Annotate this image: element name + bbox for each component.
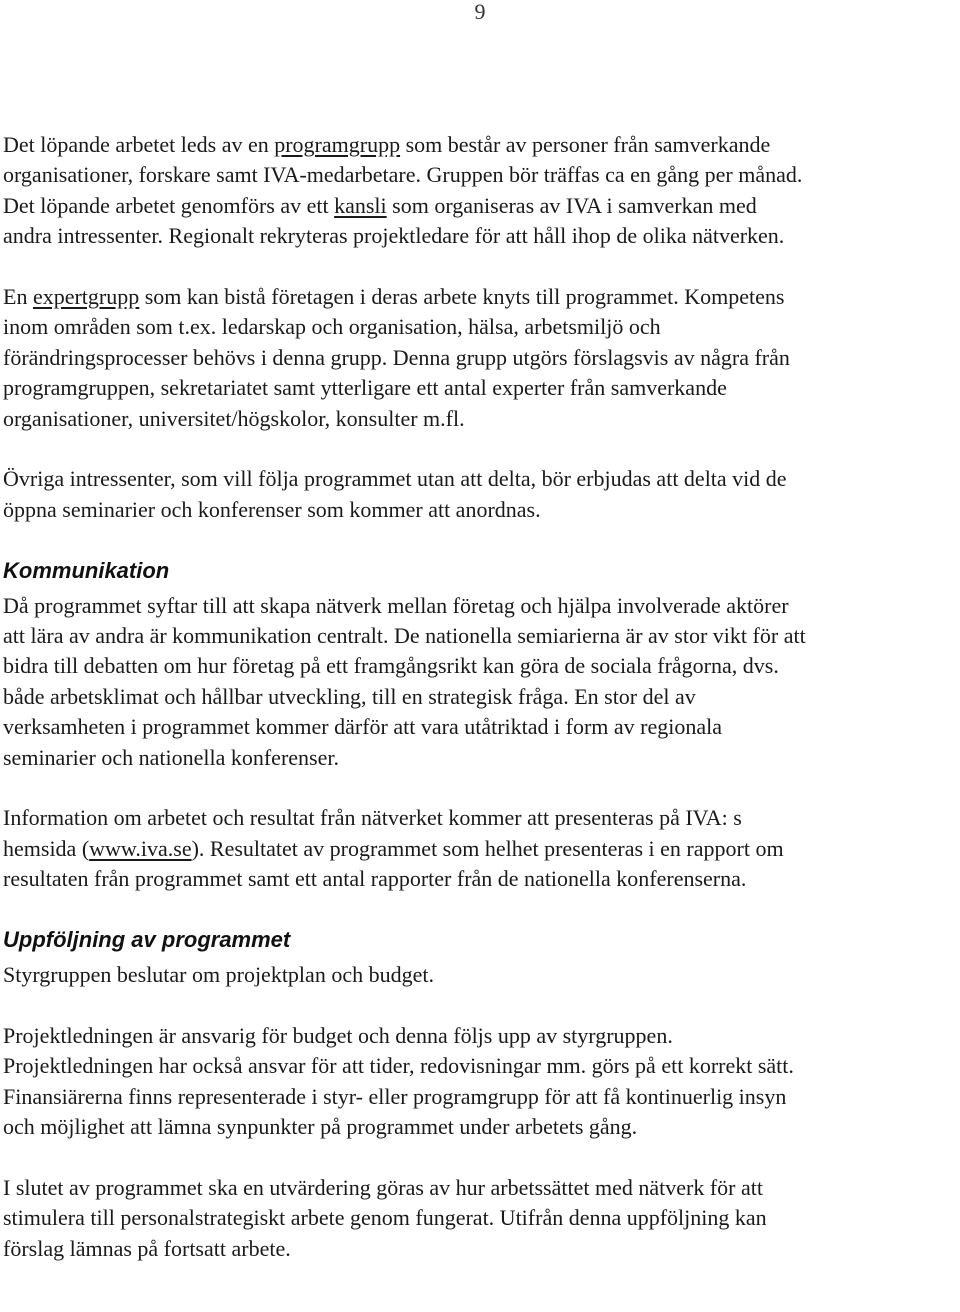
text-line: både arbetsklimat och hållbar utveckling, till en strategisk fråga. En stor del av [3,683,696,709]
text-line: andra intressenter. Regionalt rekryteras projektledare för att håll ihop de olika nätverken. [3,223,785,249]
text-line: Det löpande arbetet genomförs av ett kansli som organiseras av IVA i samverkan med [3,192,757,218]
text-line: förändringsprocesser behövs i denna grupp. Denna grupp utgörs förslagsvis av några från [3,344,790,370]
text-line: inom områden som t.ex. ledarskap och organisation, hälsa, arbetsmiljö och [3,314,661,340]
paragraph-programgrupp [3,130,957,252]
paragraph-uppfoljning-2 [3,1021,957,1143]
text-line: att lära av andra är kommunikation centralt. De nationella semiarierna är av stor vikt för att [3,623,806,649]
heading-uppfoljning: Uppföljning av programmet [3,927,291,953]
text-line: Projektledningen är ansvarig för budget och denna följs upp av styrgruppen. [3,1022,673,1048]
heading-kommunikation: Kommunikation [3,557,170,583]
paragraph-kommunikation-1 [3,591,957,773]
page-number: 9 [474,0,486,24]
text-line: Övriga intressenter, som vill följa programmet utan att delta, bör erbjudas att delta vid de [3,466,787,492]
text-line: programgruppen, sekretariatet samt ytterligare ett antal experter från samverkande [3,375,727,401]
text-line: organisationer, forskare samt IVA-medarbetare. Gruppen bör träffas ca en gång per månad. [3,162,803,188]
text-line: Det löpande arbetet leds av en programgrupp som består av personer från samverkande [3,132,771,157]
text-line: resultaten från programmet samt ett antal rapporter från de nationella konferenserna. [3,866,747,892]
paragraph-uppfoljning-1 [3,960,957,990]
text-line: förslag lämnas på fortsatt arbete. [3,1235,291,1261]
paragraph-expertgrupp [3,282,957,434]
paragraph-uppfoljning-3 [3,1173,957,1264]
text-line: stimulera till personalstrategiskt arbete genom fungerat. Utifrån denna uppföljning kan [3,1205,767,1231]
text-line: öppna seminarier och konferenser som kommer att anordnas. [3,496,541,522]
text-line: verksamheten i programmet kommer därför att vara utåtriktad i form av regionala [3,714,722,740]
term-expertgrupp: expertgrupp [32,284,140,310]
text-line: Styrgruppen beslutar om projektplan och budget. [3,962,434,988]
text-line: En expertgrupp som kan bistå företagen i deras arbete knyts till programmet. Kompetens [3,284,785,310]
text-line: I slutet av programmet ska en utvärdering göras av hur arbetssättet med nätverk för att [3,1174,763,1200]
iva-website-link[interactable]: www.iva.se [89,835,192,861]
text-line: seminarier och nationella konferenser. [3,744,339,770]
term-programgrupp: programgrupp [274,132,401,157]
text-line: bidra till debatten om hur företag på ett framgångsrikt kan göra de sociala frågorna, dvs. [3,653,779,679]
term-kansli: kansli [334,192,387,218]
text-line: Då programmet syftar till att skapa nätverk mellan företag och hjälpa involverade aktörer [3,592,789,618]
document-body [3,130,957,1264]
text-line: organisationer, universitet/högskolor, konsulter m.fl. [3,405,465,431]
text-line: Finansiärerna finns representerade i styr- eller programgrupp för att få kontinuerlig insyn [3,1083,787,1109]
text-line: Information om arbetet och resultat från nätverket kommer att presenteras på IVA: s [3,805,742,831]
text-line: Projektledningen har också ansvar för att tider, redovisningar mm. görs på ett korrekt sätt. [3,1053,794,1079]
paragraph-kommunikation-2 [3,803,957,894]
text-line: hemsida (www.iva.se). Resultatet av programmet som helhet presenteras i en rapport om [3,835,784,861]
text-line: och möjlighet att lämna synpunkter på programmet under arbetets gång. [3,1114,638,1140]
paragraph-ovriga-intressenter [3,464,957,525]
